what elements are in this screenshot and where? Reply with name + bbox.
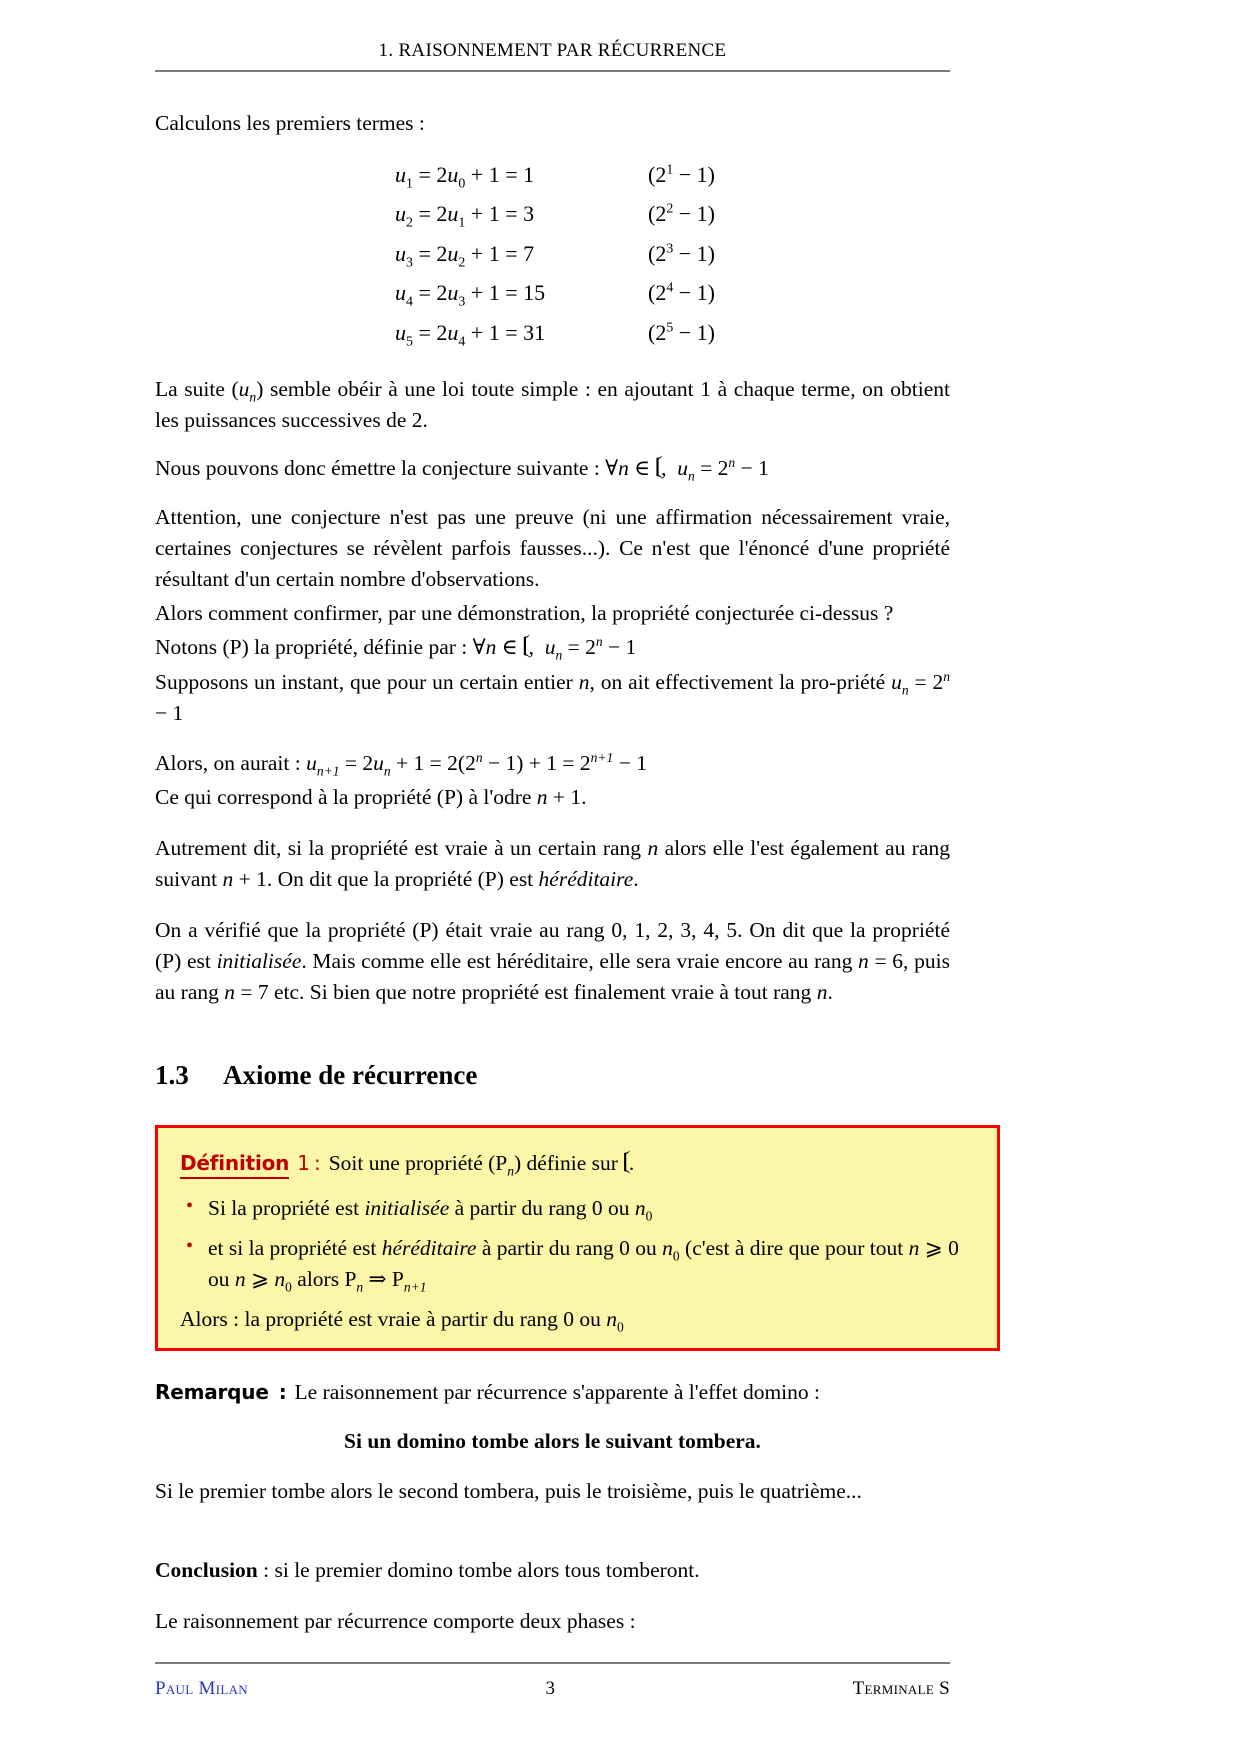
paragraph-alors-aurait <box>155 748 950 779</box>
definition-lead-end: . <box>628 1150 635 1175</box>
list-item <box>180 1193 975 1224</box>
equation-lhs: $u_2 = 2u_1 + 1 = 3$ <box>395 201 535 230</box>
p10-a: On a vérifié que la propriété (P) était vraie au rang 0, 1, 2, 3, 4, 5. On dit que la propriété (P) est <box>155 917 950 973</box>
equation-rhs: $(2^5 - 1)$ <box>648 319 715 345</box>
paragraph-notons <box>155 632 950 664</box>
p7-exp2: n+1 <box>590 749 614 765</box>
item1-f: n <box>234 1266 246 1291</box>
paragraph-correspond <box>155 782 950 813</box>
definition-item-list <box>180 1193 975 1295</box>
p2-sep: , <box>661 456 678 481</box>
p7-mid2: + 1 = 2(2 <box>390 750 476 775</box>
p9-n2: n <box>222 866 234 891</box>
equation-rhs: $(2^4 - 1)$ <box>648 280 715 306</box>
section-title: Axiome de récurrence <box>223 1059 478 1090</box>
footer-author: Paul Milan <box>155 1678 248 1699</box>
p6-usub: n <box>901 682 909 698</box>
equation-lhs: $u_4 = 2u_3 + 1 = 15$ <box>395 280 546 309</box>
paragraph-conjecture <box>155 453 950 485</box>
item0-italic: initialisée <box>364 1195 450 1220</box>
definition-number: 1 <box>297 1150 310 1175</box>
item1-jsub: n+1 <box>403 1279 427 1295</box>
equation-row <box>155 161 950 189</box>
paragraph-supposons <box>155 667 950 729</box>
p2-usub: n <box>688 468 695 484</box>
item1-n: n <box>662 1236 673 1261</box>
equation-rhs: $(2^2 - 1)$ <box>648 201 715 227</box>
equation-row <box>155 200 950 228</box>
p6-eq: = 2 <box>908 670 944 695</box>
item0-nsub: 0 <box>645 1208 653 1224</box>
p7-sub2: n <box>383 763 391 779</box>
p5-prefix: Notons (P) la propriété, définie par : ∀ <box>155 635 486 660</box>
p10-b: . Mais comme elle est héréditaire, elle sera vraie encore au rang <box>301 948 859 973</box>
p6-mid: , on ait effectivement la pro-priété <box>589 670 892 695</box>
definition-lead-line <box>180 1148 975 1179</box>
domino-headline: Si un domino tombe alors le suivant tombera. <box>344 1429 761 1454</box>
p7-prefix: Alors, on aurait : <box>155 750 307 775</box>
list-item <box>180 1233 975 1294</box>
remarque-line <box>155 1377 950 1407</box>
p2-prefix: Nous pouvons donc émettre la conjecture suivante : ∀ <box>155 456 619 481</box>
p9-a: Autrement dit, si la propriété est vraie à un certain rang <box>155 835 648 860</box>
p7-u2: u <box>373 750 384 775</box>
section-number: 1.3 <box>155 1059 189 1090</box>
p8-n: n <box>536 784 548 809</box>
definition-lead-sub: n <box>507 1162 515 1178</box>
p9-n1: n <box>647 835 659 860</box>
remarque-colon: : <box>278 1380 287 1405</box>
p6-n: n <box>578 670 590 695</box>
section-heading <box>155 1060 950 1091</box>
item0-a: Si la propriété est <box>208 1195 365 1220</box>
item1-nsub: 0 <box>672 1248 680 1264</box>
definition-conclusion <box>180 1304 975 1334</box>
item1-b: à partir du rang 0 ou <box>476 1236 663 1261</box>
p2-u: u <box>677 456 689 481</box>
item1-d: n <box>908 1236 920 1261</box>
p2-n: n <box>618 456 629 481</box>
definition-tag: Définition <box>180 1151 289 1179</box>
definition-colon: : <box>313 1150 321 1175</box>
p7-usub: n+1 <box>316 763 340 779</box>
item1-a: et si la propriété est <box>208 1236 382 1261</box>
p1-suffix: ) semble obéir à une loi toute simple : en ajoutant 1 à chaque terme, on obtient les puissances successives de 2. <box>155 377 950 433</box>
header-title: 1. RAISONNEMENT PAR RÉCURRENCE <box>378 40 727 61</box>
item1-j: ⇒ P <box>363 1266 404 1291</box>
equation-lhs: $u_3 = 2u_2 + 1 = 7$ <box>395 240 535 270</box>
p6-u: u <box>891 670 902 695</box>
definition-box <box>155 1125 1000 1352</box>
footer-page-number: 3 <box>545 1678 556 1699</box>
p7-u: u <box>306 750 317 775</box>
equation-rhs: $(2^3 - 1)$ <box>648 240 715 266</box>
p10-italic-initialisee: initialisée <box>216 948 302 973</box>
document-page <box>155 0 959 1637</box>
p10-e: . <box>827 979 833 1004</box>
p10-c: = 6, puis au rang <box>155 948 950 1004</box>
item1-italic: héréditaire <box>381 1236 477 1261</box>
defconc-sub: 0 <box>617 1319 624 1335</box>
remarque-text: Le raisonnement par récurrence s'apparente à l'effet domino : <box>294 1380 820 1405</box>
p5-eq: = 2 <box>562 635 596 660</box>
conclusion-line <box>155 1555 950 1586</box>
p5-minus: − 1 <box>602 635 637 660</box>
p9-b: alors elle l'est également au rang suivant <box>155 835 950 891</box>
item1-g: ⩾ <box>245 1266 275 1291</box>
p2-in: ∈ <box>628 456 656 481</box>
p5-in: ∈ <box>496 635 524 660</box>
p5-exp: n <box>595 633 603 649</box>
paragraph-suite <box>155 374 950 436</box>
equation-row <box>155 319 950 347</box>
p7-end: − 1 <box>613 750 647 775</box>
defconc-a: Alors : la propriété est vraie à partir du rang 0 ou <box>180 1307 607 1332</box>
equation-lhs: $u_5 = 2u_4 + 1 = 31$ <box>395 319 546 349</box>
paragraph-autrement-dit <box>155 833 950 895</box>
item1-i: alors P <box>291 1266 357 1291</box>
paragraph-comment-confirmer: Alors comment confirmer, par une démonstration, la propriété conjecturée ci-dessus ? <box>155 601 894 626</box>
p9-c: + 1. On dit que la propriété (P) est <box>233 866 539 891</box>
p7-mid3: − 1) + 1 = 2 <box>482 750 591 775</box>
p5-usub: n <box>555 647 563 663</box>
p6-prefix: Supposons un instant, que pour un certain entier <box>155 670 579 695</box>
item1-hsub: 0 <box>285 1279 292 1295</box>
p5-sep: , <box>528 635 545 660</box>
conclusion-label: Conclusion <box>155 1558 258 1583</box>
item1-isub: n <box>356 1279 364 1295</box>
p1-n: n <box>249 389 257 405</box>
p6-minus: − 1 <box>155 701 184 726</box>
p8-prefix: Ce qui correspond à la propriété (P) à l'odre <box>155 784 537 809</box>
paragraph-verifie <box>155 915 950 1008</box>
p5-u: u <box>544 635 556 660</box>
conclusion-text: : si le premier domino tombe alors tous tomberont. <box>257 1558 700 1583</box>
remarque-tag: Remarque <box>155 1380 269 1405</box>
p10-n1: n <box>858 948 869 973</box>
item0-b: à partir du rang 0 ou <box>449 1195 635 1220</box>
lead-paragraph: Calculons les premiers termes : <box>155 111 425 135</box>
p1-u: u <box>238 377 250 402</box>
paragraph-attention: Attention, une conjecture n'est pas une preuve (ni une affirmation nécessairement vraie, certaines conjectures se révèlent parfois fausses...). Ce n'est que l'énoncé d'une propriété résultant d'un certain nombre d'observations. <box>155 505 950 592</box>
p2-exp: n <box>728 455 736 471</box>
p9-d: . <box>633 866 639 891</box>
footer-class: Terminale S <box>852 1678 950 1699</box>
page-header <box>155 0 950 62</box>
p7-exp1: n <box>475 749 483 765</box>
equation-row <box>155 279 950 307</box>
equation-row <box>155 240 950 268</box>
definition-lead-a: Soit une propriété (P <box>328 1150 508 1175</box>
item1-c: (c'est à dire que pour tout <box>679 1236 909 1261</box>
p10-d: = 7 etc. Si bien que notre propriété est finalement vraie à tout rang <box>235 979 817 1004</box>
item1-e: ⩾ 0 ou <box>208 1236 959 1291</box>
p9-italic-hereditaire: héréditaire <box>538 866 634 891</box>
p8-suffix: + 1. <box>547 784 587 809</box>
equation-rhs: $(2^1 - 1)$ <box>648 161 715 187</box>
footer-rule <box>155 1662 950 1664</box>
definition-lead-b: ) définie sur <box>514 1150 624 1175</box>
page-footer <box>155 1678 950 1700</box>
p7-mid: = 2 <box>339 750 374 775</box>
p10-n3: n <box>816 979 828 1004</box>
p10-n2: n <box>224 979 235 1004</box>
p5-n: n <box>485 635 497 660</box>
phases-line: Le raisonnement par récurrence comporte deux phases : <box>155 1609 636 1634</box>
p2-minus: − 1 <box>735 456 769 481</box>
item1-h: n <box>274 1266 286 1291</box>
defconc-n: n <box>606 1307 618 1332</box>
p1-prefix: La suite ( <box>155 377 239 402</box>
domino-line: Si le premier tombe alors le second tombera, puis le troisième, puis le quatrième... <box>155 1479 862 1504</box>
header-rule <box>155 70 950 72</box>
item0-n: n <box>634 1195 646 1220</box>
equation-block <box>155 161 950 347</box>
equation-lhs: $u_1 = 2u_0 + 1 = 1$ <box>395 161 535 191</box>
p2-eq: = 2 <box>694 456 729 481</box>
p6-exp: n <box>943 668 950 684</box>
